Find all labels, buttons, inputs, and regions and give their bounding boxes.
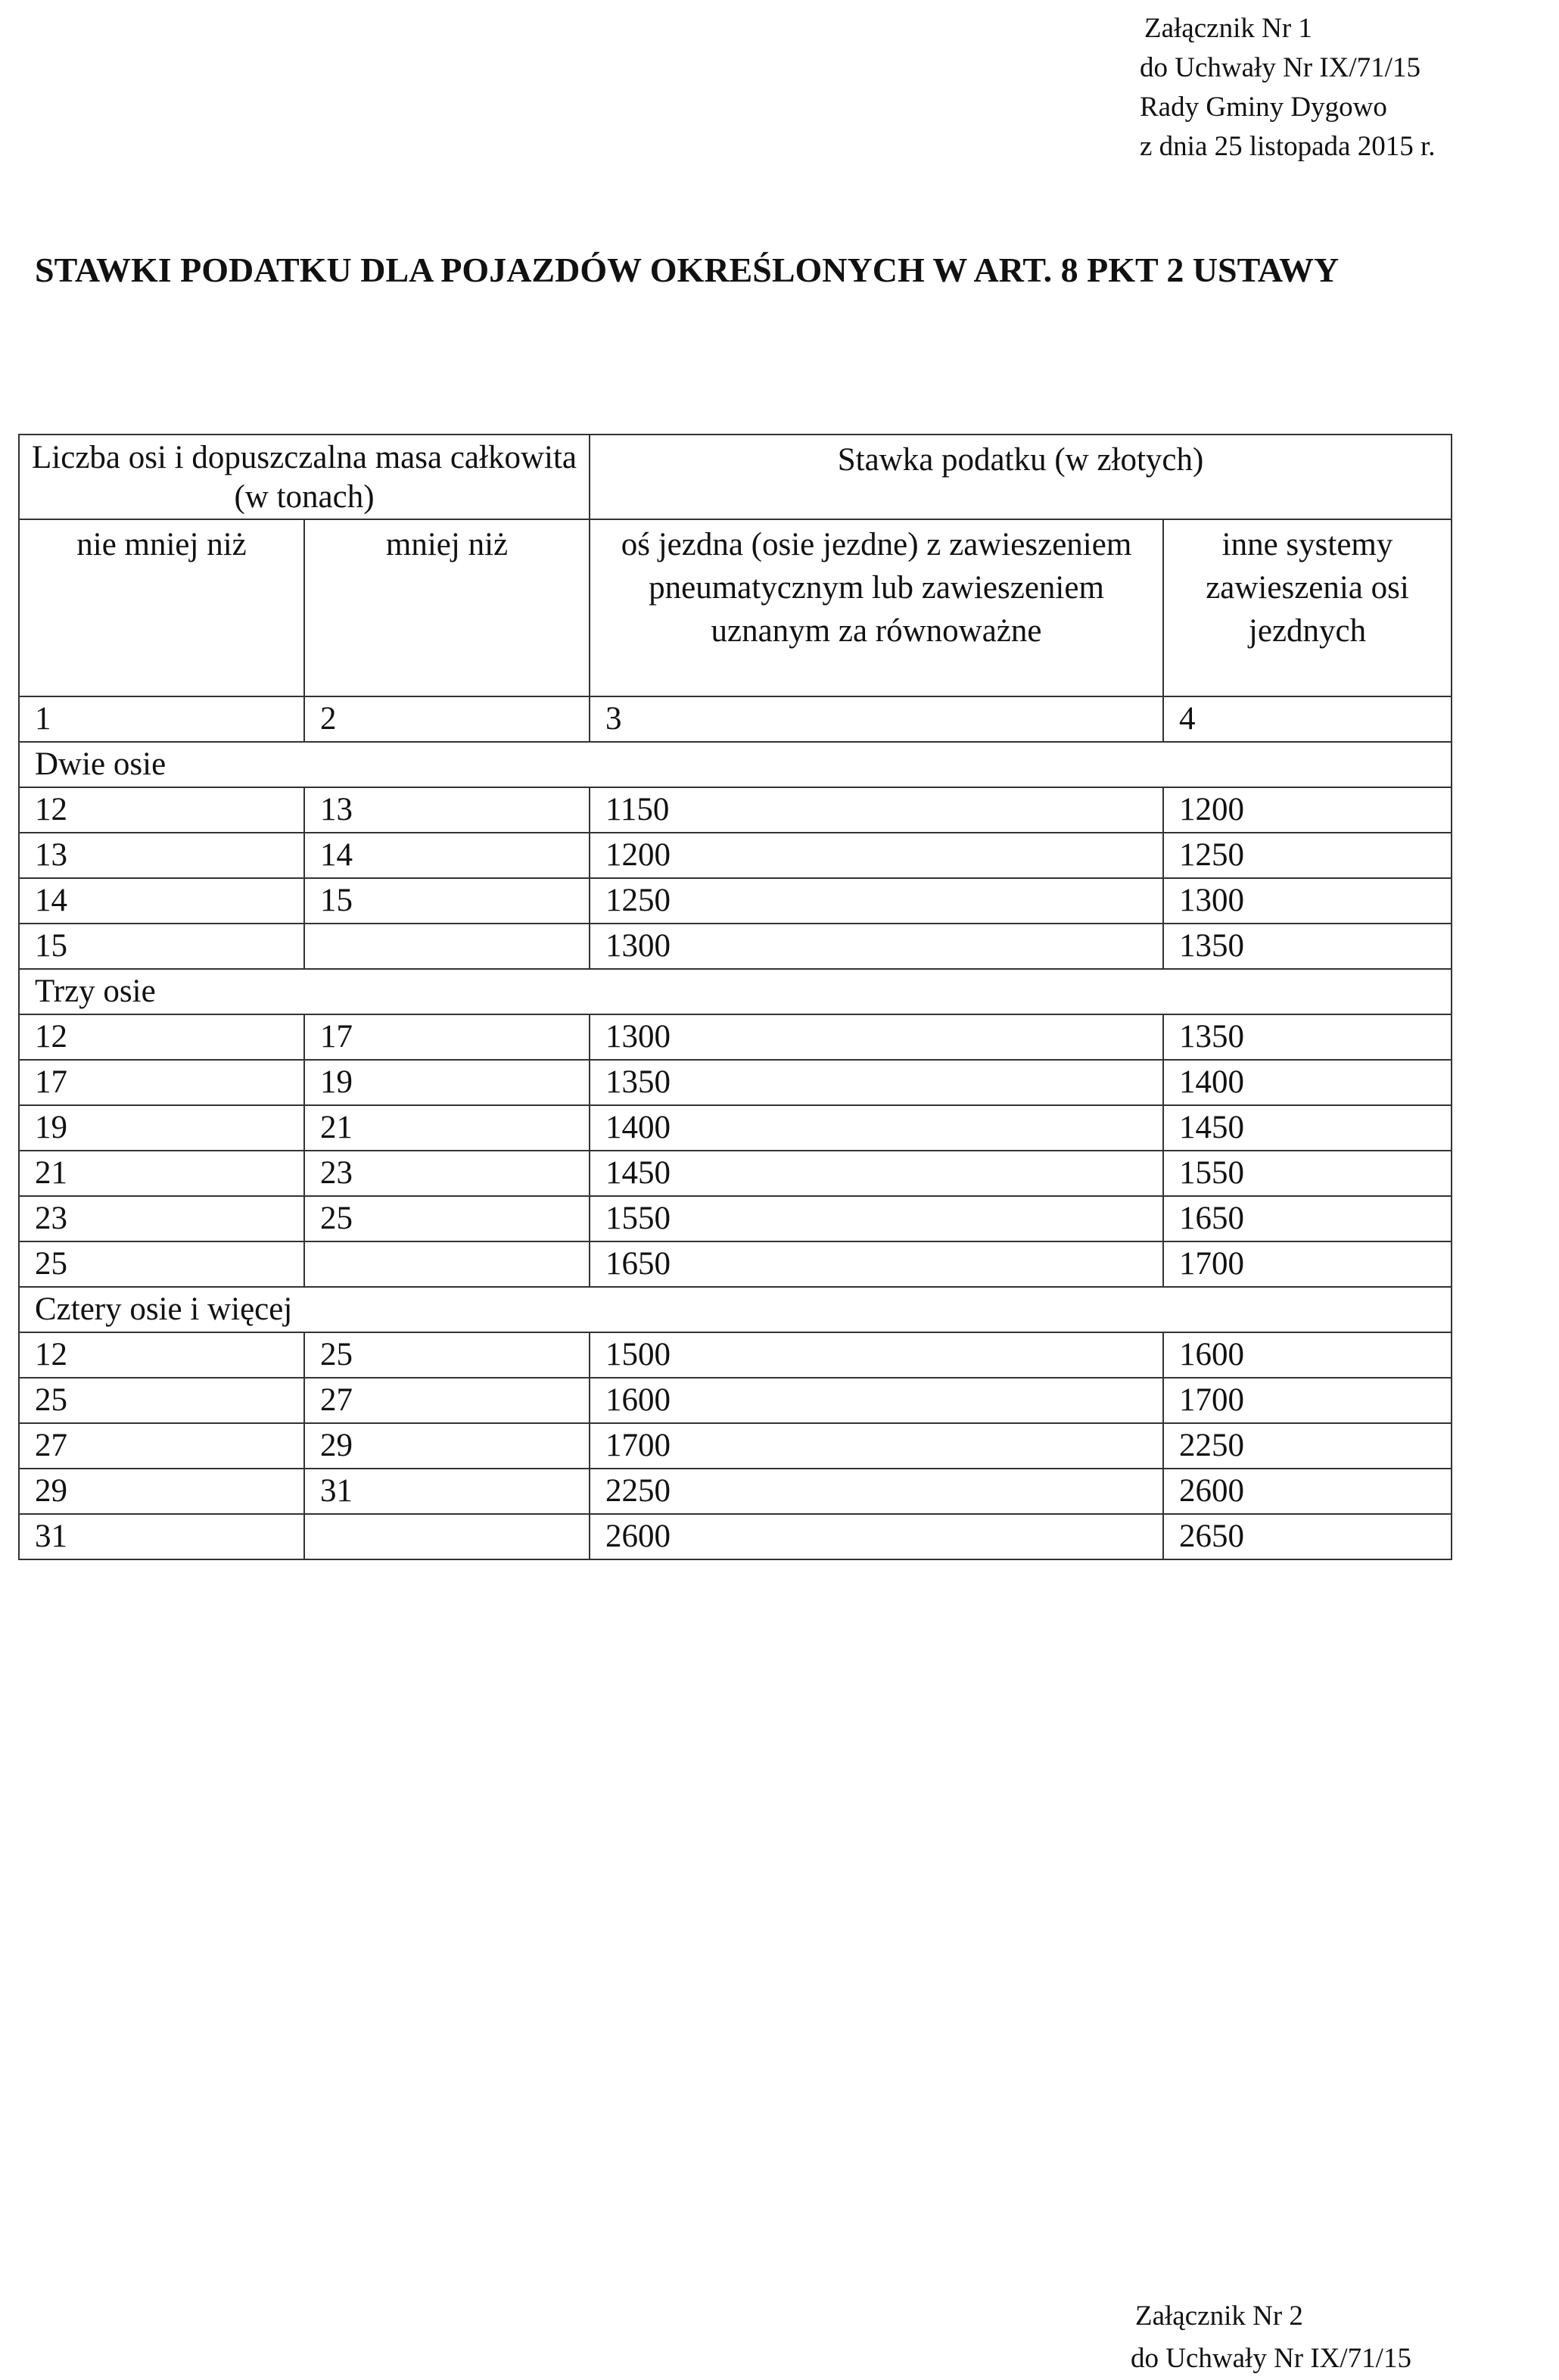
not-less-than-cell: 13: [19, 833, 304, 878]
axle-group-row: [19, 1287, 1452, 1332]
less-than-cell: 14: [304, 833, 590, 878]
pneumatic-rate-cell: 1650: [590, 1241, 1163, 1287]
not-less-than-cell: 29: [19, 1469, 304, 1514]
less-than-cell: 19: [304, 1060, 590, 1105]
less-than-cell: 27: [304, 1378, 590, 1423]
other-rate-cell: 1600: [1163, 1332, 1452, 1378]
less-than-cell: 15: [304, 878, 590, 924]
pneumatic-rate-cell: 1600: [590, 1378, 1163, 1423]
table-row: [19, 1151, 1452, 1196]
table-row: [19, 787, 1452, 833]
resolution-date: z dnia 25 listopada 2015 r.: [1140, 131, 1436, 162]
less-than-cell: 17: [304, 1014, 590, 1060]
pneumatic-rate-cell: 1300: [590, 1014, 1163, 1060]
table-row: [19, 1514, 1452, 1559]
other-rate-cell: 1400: [1163, 1060, 1452, 1105]
attachment-number: Załącznik Nr 1: [1144, 13, 1312, 44]
axle-group-label: Trzy osie: [19, 969, 1452, 1014]
tax-rate-header: Stawka podatku (w złotych): [590, 435, 1452, 519]
other-rate-cell: 1350: [1163, 924, 1452, 969]
less-than-cell: 13: [304, 787, 590, 833]
less-than-cell: 31: [304, 1469, 590, 1514]
not-less-than-cell: 31: [19, 1514, 304, 1559]
resolution-reference-2: do Uchwały Nr IX/71/15: [1131, 2343, 1411, 2374]
attachment-header: [1140, 9, 1436, 167]
pneumatic-rate-cell: 1500: [590, 1332, 1163, 1378]
less-than-cell: 21: [304, 1105, 590, 1151]
other-rate-cell: 2600: [1163, 1469, 1452, 1514]
other-rate-cell: 1350: [1163, 1014, 1452, 1060]
axle-group-label: Cztery osie i więcej: [19, 1287, 1452, 1332]
council-name: Rady Gminy Dygowo: [1140, 92, 1387, 123]
table-row: [19, 1105, 1452, 1151]
less-than-cell: [304, 924, 590, 969]
less-than-cell: 25: [304, 1332, 590, 1378]
less-than-cell: [304, 1241, 590, 1287]
col-pneumatic-suspension-header: oś jezdna (osie jezdne) z zawieszeniem pneumatycznym lub zawieszeniem uznanym za równoważne: [590, 519, 1163, 696]
table-row: [19, 1378, 1452, 1423]
table-row: [19, 1196, 1452, 1241]
table-row: [19, 924, 1452, 969]
not-less-than-cell: 12: [19, 1332, 304, 1378]
column-number: 3: [590, 696, 1163, 742]
not-less-than-cell: 12: [19, 787, 304, 833]
other-rate-cell: 1550: [1163, 1151, 1452, 1196]
table-row: [19, 1469, 1452, 1514]
column-numbers-row: [19, 696, 1452, 742]
pneumatic-rate-cell: 1150: [590, 787, 1163, 833]
table-row: [19, 1332, 1452, 1378]
other-rate-cell: 1450: [1163, 1105, 1452, 1151]
not-less-than-cell: 12: [19, 1014, 304, 1060]
pneumatic-rate-cell: 2250: [590, 1469, 1163, 1514]
pneumatic-rate-cell: 1350: [590, 1060, 1163, 1105]
column-number: 2: [304, 696, 590, 742]
other-rate-cell: 1650: [1163, 1196, 1452, 1241]
header-row-columns: [19, 519, 1452, 696]
axle-group-row: [19, 742, 1452, 787]
attachment-number-2: Załącznik Nr 2: [1135, 2301, 1303, 2332]
not-less-than-cell: 17: [19, 1060, 304, 1105]
pneumatic-rate-cell: 1200: [590, 833, 1163, 878]
less-than-cell: [304, 1514, 590, 1559]
pneumatic-rate-cell: 1450: [590, 1151, 1163, 1196]
not-less-than-cell: 21: [19, 1151, 304, 1196]
other-rate-cell: 1700: [1163, 1378, 1452, 1423]
column-number: 4: [1163, 696, 1452, 742]
axle-group-label: Dwie osie: [19, 742, 1452, 787]
other-rate-cell: 1700: [1163, 1241, 1452, 1287]
col-less-than-header: mniej niż: [304, 519, 590, 696]
col-other-suspension-header: inne systemy zawieszenia osi jezdnych: [1163, 519, 1452, 696]
not-less-than-cell: 23: [19, 1196, 304, 1241]
table-row: [19, 1241, 1452, 1287]
resolution-reference: do Uchwały Nr IX/71/15: [1140, 52, 1421, 83]
not-less-than-cell: 19: [19, 1105, 304, 1151]
col-not-less-than-header: nie mniej niż: [19, 519, 304, 696]
less-than-cell: 25: [304, 1196, 590, 1241]
header-row-groups: [19, 435, 1452, 519]
other-rate-cell: 2250: [1163, 1423, 1452, 1469]
pneumatic-rate-cell: 1700: [590, 1423, 1163, 1469]
not-less-than-cell: 27: [19, 1423, 304, 1469]
table-row: [19, 878, 1452, 924]
attachment-footer: [1131, 2295, 1411, 2380]
table-row: [19, 833, 1452, 878]
not-less-than-cell: 15: [19, 924, 304, 969]
other-rate-cell: 2650: [1163, 1514, 1452, 1559]
pneumatic-rate-cell: 1550: [590, 1196, 1163, 1241]
table-row: [19, 1423, 1452, 1469]
other-rate-cell: 1300: [1163, 878, 1452, 924]
less-than-cell: 29: [304, 1423, 590, 1469]
pneumatic-rate-cell: 1300: [590, 924, 1163, 969]
axle-group-row: [19, 969, 1452, 1014]
pneumatic-rate-cell: 1250: [590, 878, 1163, 924]
other-rate-cell: 1250: [1163, 833, 1452, 878]
pneumatic-rate-cell: 1400: [590, 1105, 1163, 1151]
tax-rates-table: [18, 434, 1452, 1560]
axes-mass-header: Liczba osi i dopuszczalna masa całkowita (w tonach): [19, 435, 590, 519]
table-row: [19, 1060, 1452, 1105]
table-row: [19, 1014, 1452, 1060]
not-less-than-cell: 25: [19, 1241, 304, 1287]
other-rate-cell: 1200: [1163, 787, 1452, 833]
not-less-than-cell: 25: [19, 1378, 304, 1423]
pneumatic-rate-cell: 2600: [590, 1514, 1163, 1559]
document-title: STAWKI PODATKU DLA POJAZDÓW OKREŚLONYCH W ART. 8 PKT 2 USTAWY: [35, 251, 1340, 289]
not-less-than-cell: 14: [19, 878, 304, 924]
column-number: 1: [19, 696, 304, 742]
less-than-cell: 23: [304, 1151, 590, 1196]
